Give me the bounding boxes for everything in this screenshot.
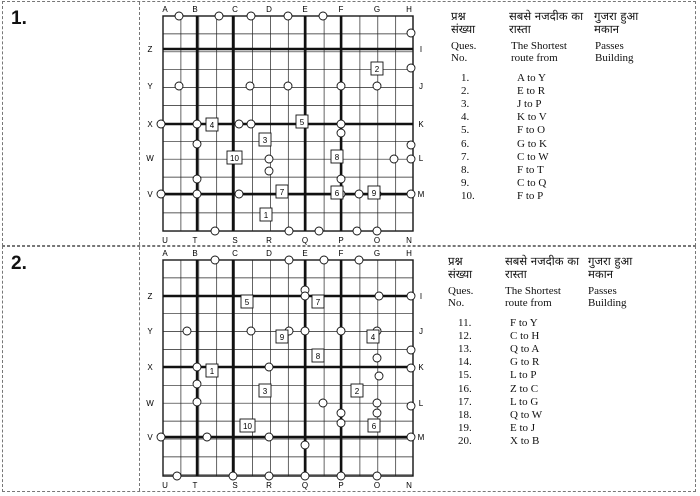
- map-svg: [139, 3, 439, 245]
- question-number: 9.: [461, 176, 470, 189]
- question-number: 12.: [458, 330, 472, 343]
- header-route-en-2: route from: [505, 297, 552, 309]
- question-number: 8.: [461, 163, 470, 176]
- building-number: 10: [230, 154, 239, 163]
- node-circle: [265, 472, 273, 480]
- header-route-hi: सबसे नजदीक का रास्ता: [505, 254, 580, 281]
- node-circle: [407, 29, 415, 37]
- building-number: 9: [279, 333, 285, 342]
- question-route: Q to A: [510, 343, 540, 356]
- node-circle: [193, 380, 201, 388]
- node-circle: [355, 256, 363, 264]
- building-number: 9: [371, 189, 377, 198]
- node-circle: [407, 402, 415, 410]
- header-question-hi: प्रश्न संख्या: [448, 254, 473, 281]
- left-node-label: W: [146, 154, 154, 163]
- left-node-label: Y: [147, 327, 153, 336]
- building-number: 5: [299, 118, 305, 127]
- question-route: Z to C: [510, 382, 539, 395]
- node-circle: [373, 409, 381, 417]
- node-circle: [337, 472, 345, 480]
- question-number: 18.: [458, 408, 472, 421]
- question-number: 20.: [458, 434, 472, 447]
- node-circle: [337, 129, 345, 137]
- node-circle: [373, 472, 381, 480]
- node-circle: [407, 64, 415, 72]
- question-route: C to H: [510, 330, 540, 343]
- route-table: [451, 10, 691, 242]
- node-circle: [285, 227, 293, 235]
- node-circle: [173, 472, 181, 480]
- building-number: 6: [371, 422, 377, 431]
- question-route: C to Q: [517, 176, 547, 189]
- node-circle: [193, 190, 201, 198]
- header-question-en-1: Ques.: [451, 40, 477, 52]
- right-node-label: J: [419, 327, 423, 336]
- top-node-label: H: [406, 249, 412, 258]
- top-node-label: F: [338, 5, 344, 14]
- node-circle: [320, 256, 328, 264]
- building-number: 3: [262, 136, 268, 145]
- node-circle: [373, 354, 381, 362]
- question-route: X to B: [510, 434, 540, 447]
- node-circle: [193, 398, 201, 406]
- question-route: F to Y: [510, 317, 538, 329]
- node-circle: [337, 409, 345, 417]
- node-circle: [247, 12, 255, 20]
- building-number: 6: [334, 189, 340, 198]
- question-number: 19.: [458, 421, 472, 434]
- question-number: 3.: [461, 98, 470, 111]
- header-question-en-1: Ques.: [448, 285, 474, 297]
- node-circle: [373, 399, 381, 407]
- question-route: C to W: [517, 150, 549, 163]
- node-circle: [211, 227, 219, 235]
- building-number: 7: [279, 188, 285, 197]
- bottom-node-label: S: [232, 236, 238, 245]
- node-circle: [315, 227, 323, 235]
- node-circle: [175, 12, 183, 20]
- node-circle: [337, 327, 345, 335]
- question-route: F to P: [517, 189, 544, 202]
- building-number: 8: [315, 352, 321, 361]
- top-node-label: E: [302, 249, 308, 258]
- node-circle: [337, 82, 345, 90]
- bottom-node-label: N: [406, 481, 412, 490]
- building-number: 4: [370, 333, 376, 342]
- question-number: 6.: [461, 137, 470, 150]
- top-node-label: A: [162, 5, 168, 14]
- question-number: 1.: [461, 72, 470, 84]
- question-number: 15.: [458, 369, 472, 382]
- node-circle: [301, 292, 309, 300]
- node-circle: [157, 433, 165, 441]
- header-passes-en-2: Building: [588, 297, 627, 309]
- left-node-label: Y: [147, 82, 153, 91]
- node-circle: [235, 120, 243, 128]
- left-node-label: V: [147, 190, 153, 199]
- question-route: L to G: [510, 395, 539, 408]
- node-circle: [337, 175, 345, 183]
- question-number: 5.: [461, 124, 470, 137]
- header-route-hi: सबसे नजदीक का रास्ता: [509, 9, 584, 36]
- header-question-en-2: No.: [448, 297, 465, 309]
- node-circle: [355, 190, 363, 198]
- node-circle: [229, 472, 237, 480]
- top-node-label: G: [373, 249, 381, 258]
- question-number: 7.: [461, 150, 470, 163]
- question-number: 2.: [461, 85, 470, 98]
- puzzle-number: 2.: [11, 253, 27, 274]
- bottom-node-label: O: [373, 236, 381, 245]
- bottom-node-label: R: [266, 481, 272, 490]
- node-circle: [375, 292, 383, 300]
- left-node-label: Z: [147, 292, 153, 301]
- bottom-node-label: U: [162, 481, 168, 490]
- building-number: 2: [374, 65, 380, 74]
- question-number: 10.: [461, 189, 475, 202]
- right-node-label: M: [417, 190, 425, 199]
- right-node-label: K: [418, 363, 424, 372]
- question-number: 11.: [458, 317, 472, 329]
- bottom-node-label: S: [232, 481, 238, 490]
- city-map: [139, 3, 439, 245]
- bottom-node-label: P: [338, 236, 344, 245]
- header-route-en-1: The Shortest: [511, 40, 567, 52]
- building-number: 7: [315, 298, 321, 307]
- node-circle: [183, 327, 191, 335]
- bottom-node-label: T: [192, 481, 198, 490]
- city-map: [139, 248, 439, 491]
- node-circle: [407, 292, 415, 300]
- node-circle: [337, 120, 345, 128]
- header-passes-en-1: Passes: [588, 285, 617, 297]
- node-circle: [193, 175, 201, 183]
- question-route: Q to W: [510, 408, 543, 421]
- node-circle: [157, 120, 165, 128]
- question-route: A to Y: [517, 72, 546, 84]
- top-node-label: A: [162, 249, 168, 258]
- left-node-label: V: [147, 433, 153, 442]
- question-route: G to R: [510, 356, 540, 369]
- node-circle: [285, 256, 293, 264]
- question-number: 16.: [458, 382, 472, 395]
- node-circle: [284, 82, 292, 90]
- puzzle-number: 1.: [11, 8, 27, 29]
- building-number: 3: [262, 387, 268, 396]
- bottom-node-label: T: [192, 236, 198, 245]
- bottom-node-label: Q: [301, 481, 309, 490]
- top-node-label: D: [266, 5, 272, 14]
- right-node-label: K: [418, 120, 424, 129]
- node-circle: [235, 190, 243, 198]
- building-number: 4: [209, 121, 215, 130]
- left-node-label: Z: [147, 45, 153, 54]
- node-circle: [265, 167, 273, 175]
- top-node-label: C: [232, 5, 238, 14]
- node-circle: [407, 190, 415, 198]
- node-circle: [211, 256, 219, 264]
- node-circle: [284, 12, 292, 20]
- bottom-node-label: U: [162, 236, 168, 245]
- right-node-label: I: [419, 292, 423, 301]
- node-circle: [390, 155, 398, 163]
- node-circle: [301, 327, 309, 335]
- node-circle: [319, 399, 327, 407]
- header-route-en-2: route from: [511, 52, 558, 64]
- bottom-node-label: Q: [301, 236, 309, 245]
- question-number: 14.: [458, 356, 472, 369]
- right-node-label: L: [418, 154, 424, 163]
- bottom-node-label: O: [373, 481, 381, 490]
- bottom-node-label: N: [406, 236, 412, 245]
- building-number: 5: [244, 298, 250, 307]
- node-circle: [247, 120, 255, 128]
- node-circle: [301, 441, 309, 449]
- node-circle: [193, 140, 201, 148]
- node-circle: [203, 433, 211, 441]
- node-circle: [301, 472, 309, 480]
- node-circle: [407, 346, 415, 354]
- puzzle-row-1: [2, 1, 696, 246]
- puzzle-row-2: [2, 246, 696, 492]
- left-node-label: X: [147, 120, 153, 129]
- question-number: 17.: [458, 395, 472, 408]
- node-circle: [265, 155, 273, 163]
- header-passes-en-1: Passes: [595, 40, 624, 52]
- question-route: K to V: [517, 111, 547, 124]
- question-route: E to R: [517, 85, 546, 98]
- node-circle: [407, 364, 415, 372]
- question-route: E to J: [510, 421, 536, 434]
- building-number: 8: [334, 153, 340, 162]
- header-passes-hi: गुजरा हुआ मकान: [594, 9, 639, 36]
- top-node-label: B: [192, 249, 198, 258]
- map-svg: [139, 248, 439, 491]
- header-question-hi: प्रश्न संख्या: [451, 9, 476, 36]
- building-number: 2: [354, 387, 360, 396]
- node-circle: [373, 82, 381, 90]
- question-route: L to P: [510, 369, 537, 382]
- right-node-label: J: [419, 82, 423, 91]
- right-node-label: I: [419, 45, 423, 54]
- header-passes-hi: गुजरा हुआ मकान: [588, 254, 633, 281]
- top-node-label: H: [406, 5, 412, 14]
- question-number: 4.: [461, 111, 470, 124]
- node-circle: [407, 155, 415, 163]
- header-route-en-1: The Shortest: [505, 285, 561, 297]
- left-node-label: X: [147, 363, 153, 372]
- top-node-label: C: [232, 249, 238, 258]
- node-circle: [246, 82, 254, 90]
- question-number: 13.: [458, 343, 472, 356]
- node-circle: [375, 372, 383, 380]
- header-passes-en-2: Building: [595, 52, 634, 64]
- right-node-label: L: [418, 399, 424, 408]
- node-circle: [265, 433, 273, 441]
- bottom-node-label: R: [266, 236, 272, 245]
- node-circle: [337, 419, 345, 427]
- top-node-label: E: [302, 5, 308, 14]
- node-circle: [193, 363, 201, 371]
- top-node-label: G: [373, 5, 381, 14]
- question-route: G to K: [517, 137, 547, 150]
- question-route: F to O: [517, 124, 546, 137]
- node-circle: [407, 433, 415, 441]
- building-number: 1: [209, 367, 215, 376]
- node-circle: [215, 12, 223, 20]
- top-node-label: F: [338, 249, 344, 258]
- building-number: 1: [263, 211, 269, 220]
- node-circle: [157, 190, 165, 198]
- node-circle: [319, 12, 327, 20]
- bottom-node-label: P: [338, 481, 344, 490]
- top-node-label: B: [192, 5, 198, 14]
- route-table: [448, 255, 688, 487]
- node-circle: [373, 227, 381, 235]
- node-circle: [265, 363, 273, 371]
- node-circle: [353, 227, 361, 235]
- node-circle: [175, 82, 183, 90]
- right-node-label: M: [417, 433, 425, 442]
- top-node-label: D: [266, 249, 272, 258]
- node-circle: [247, 327, 255, 335]
- header-question-en-2: No.: [451, 52, 468, 64]
- node-circle: [407, 141, 415, 149]
- node-circle: [193, 120, 201, 128]
- question-route: F to T: [517, 163, 544, 176]
- question-route: J to P: [517, 98, 542, 111]
- left-node-label: W: [146, 399, 154, 408]
- building-number: 10: [243, 422, 252, 431]
